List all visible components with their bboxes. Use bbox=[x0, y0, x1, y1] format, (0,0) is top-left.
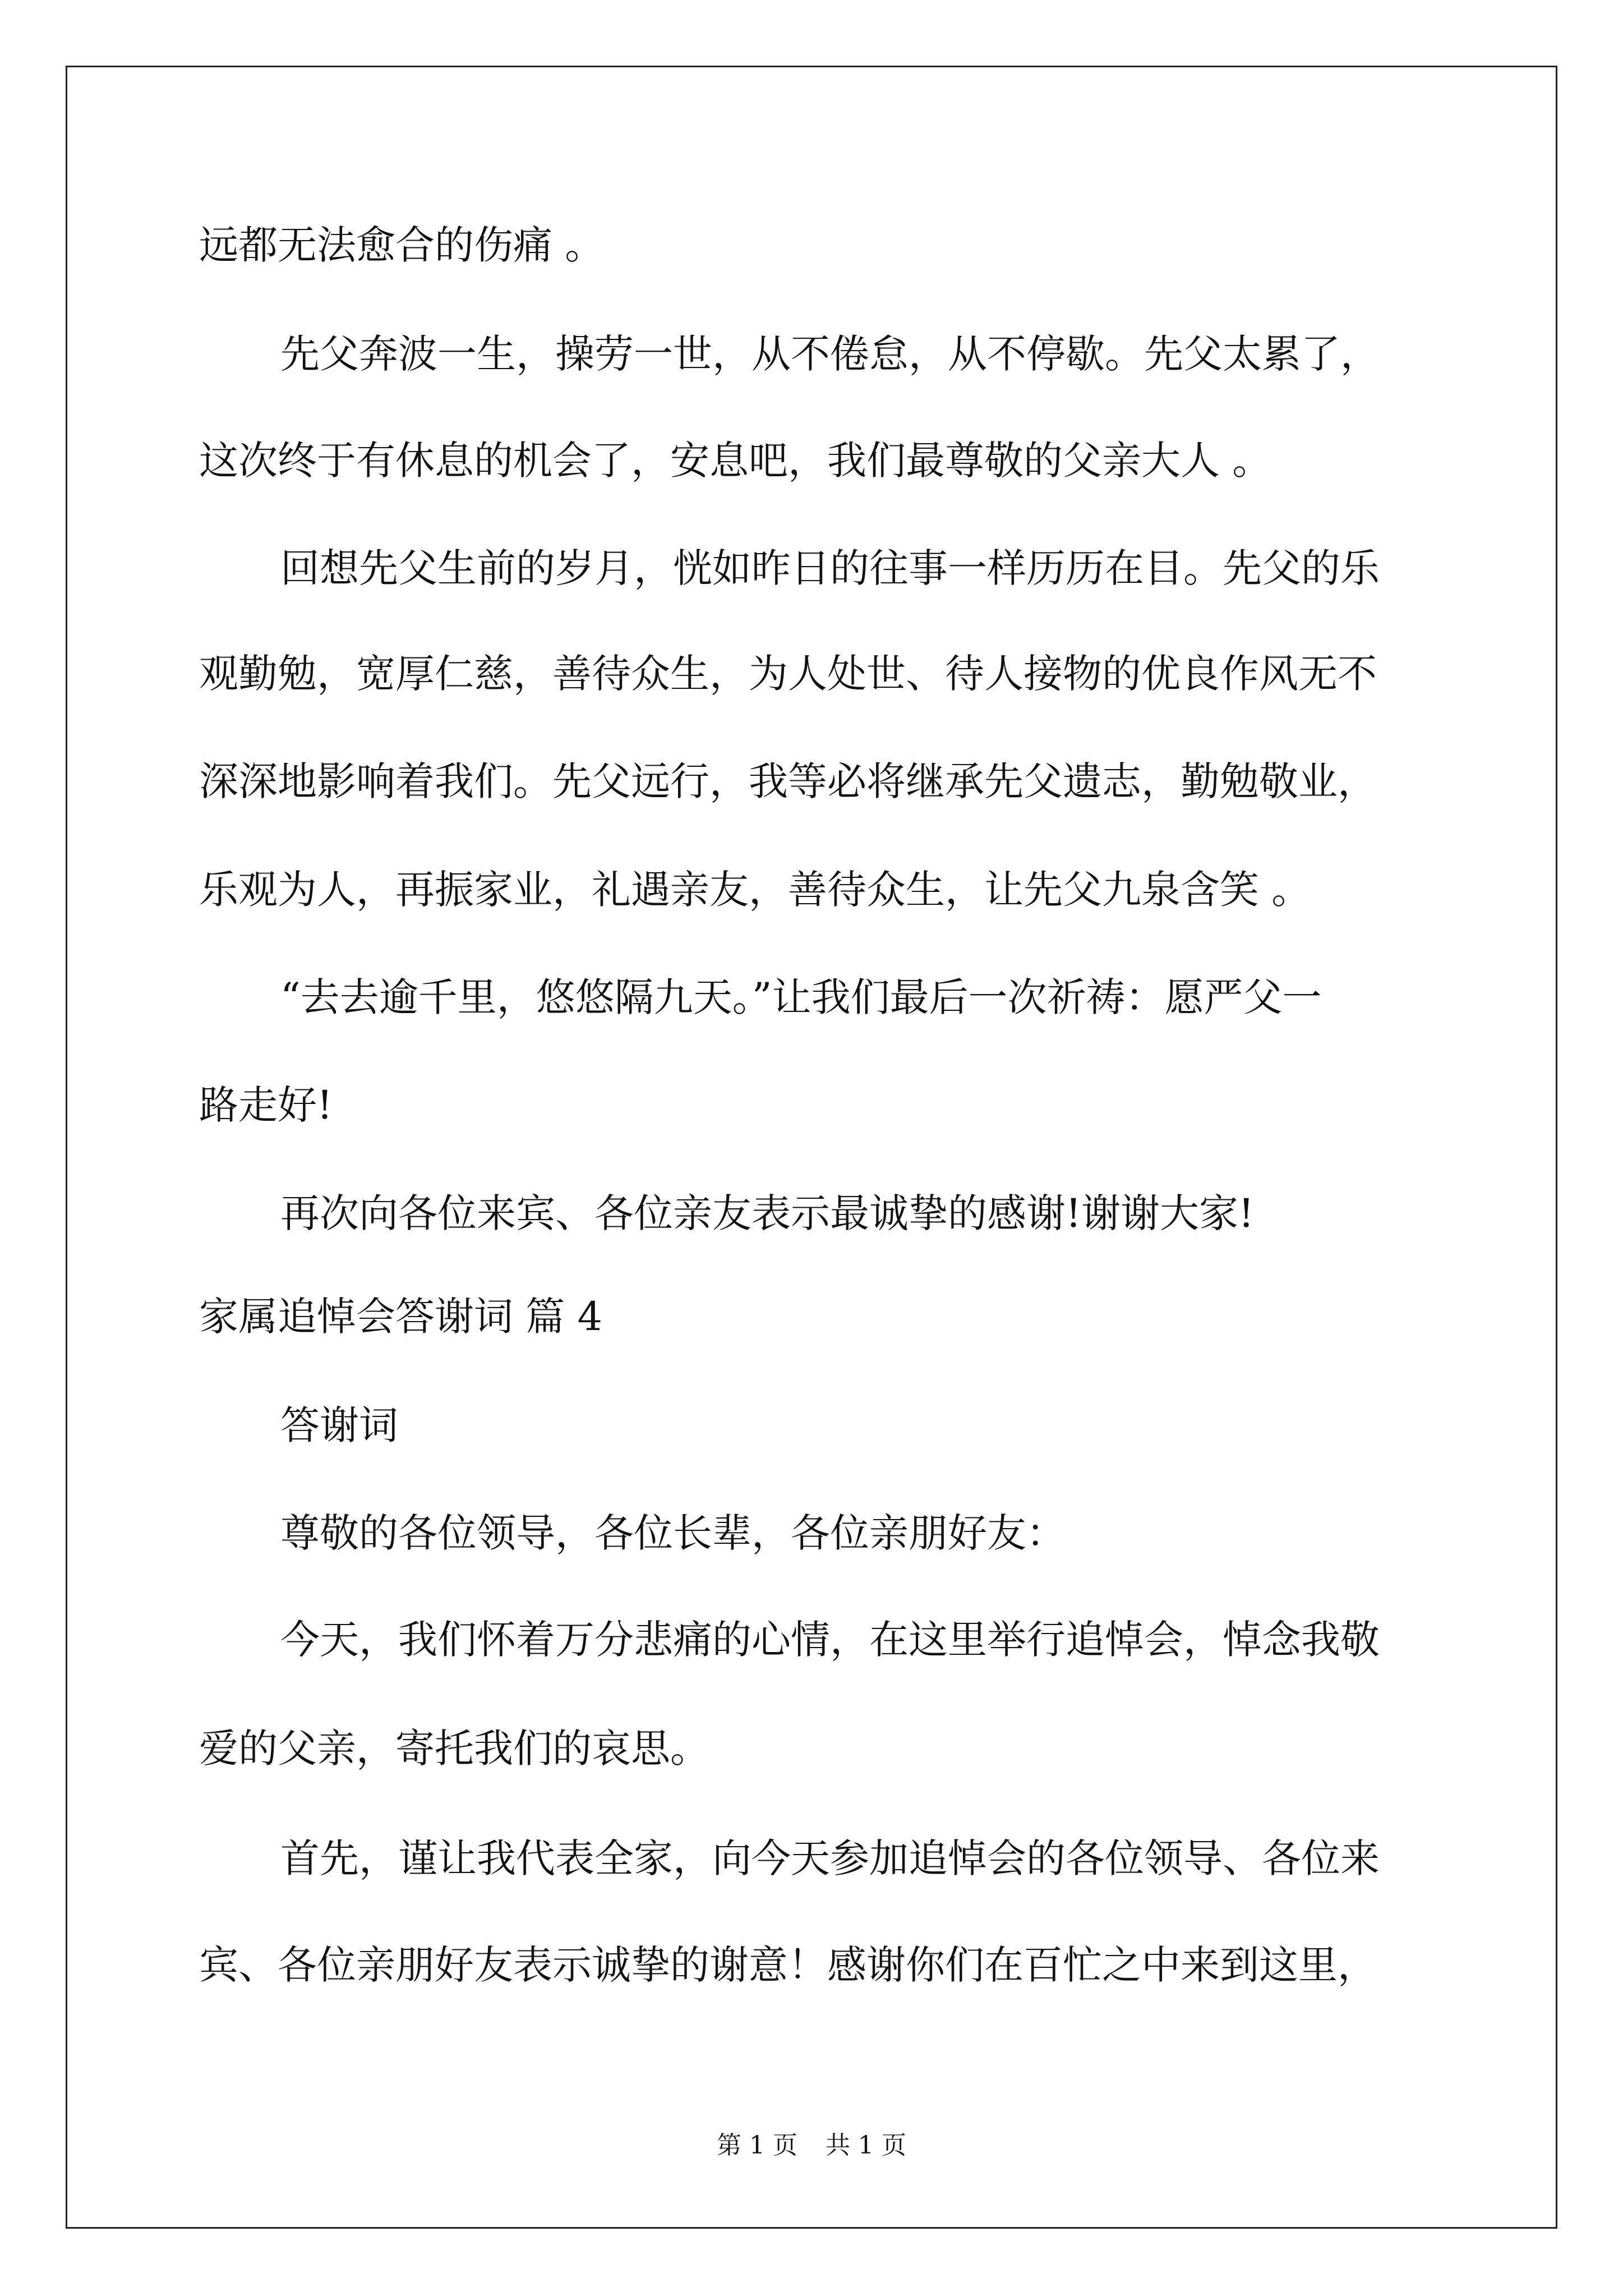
body-line-17: 宾、各位亲朋好友表示诚挚的谢意！感谢你们在百忙之中来到这里， bbox=[199, 1942, 1377, 1988]
salutation-line: 尊敬的各位领导，各位长辈，各位亲朋好友： bbox=[280, 1510, 1066, 1556]
page-footer bbox=[0, 2130, 1623, 2161]
page-border bbox=[66, 66, 1557, 2229]
body-line-3: 这次终于有休息的机会了，安息吧，我们最尊敬的父亲大人 。 bbox=[199, 438, 1272, 484]
body-line-1: 远都无法愈合的伤痛 。 bbox=[199, 222, 605, 268]
body-line-14: 今天，我们怀着万分悲痛的心情，在这里举行追悼会，悼念我敬 bbox=[280, 1617, 1380, 1663]
body-line-15: 爱的父亲，寄托我们的哀思。 bbox=[199, 1726, 709, 1772]
body-line-2: 先父奔波一生，操劳一世，从不倦怠，从不停歇。先父太累了， bbox=[280, 331, 1380, 377]
body-line-7: 乐观为人，再振家业，礼遇亲友，善待众生，让先父九泉含笑 。 bbox=[199, 867, 1311, 913]
page-total: 共 1 页 bbox=[826, 2131, 906, 2160]
body-line-12: 答谢词 bbox=[280, 1402, 398, 1448]
page-number: 第 1 页 bbox=[717, 2131, 797, 2160]
body-line-16: 首先，谨让我代表全家，向今天参加追悼会的各位领导、各位来 bbox=[280, 1835, 1380, 1881]
body-line-6: 深深地影响着我们。先父远行，我等必将继承先父遗志，勤勉敬业， bbox=[199, 758, 1377, 804]
body-line-8: “去去逾千里，悠悠隔九天。”让我们最后一次祈祷：愿严父一 bbox=[280, 974, 1322, 1020]
body-line-5: 观勤勉，宽厚仁慈，善待众生，为人处世、待人接物的优良作风无不 bbox=[199, 651, 1377, 697]
body-line-9: 路走好! bbox=[199, 1082, 333, 1128]
body-line-4: 回想先父生前的岁月，恍如昨日的往事一样历历在目。先父的乐 bbox=[280, 545, 1380, 591]
body-line-10: 再次向各位来宾、各位亲友表示最诚挚的感谢!谢谢大家! bbox=[280, 1190, 1255, 1236]
section-heading: 家属追悼会答谢词 篇 4 bbox=[199, 1294, 603, 1340]
